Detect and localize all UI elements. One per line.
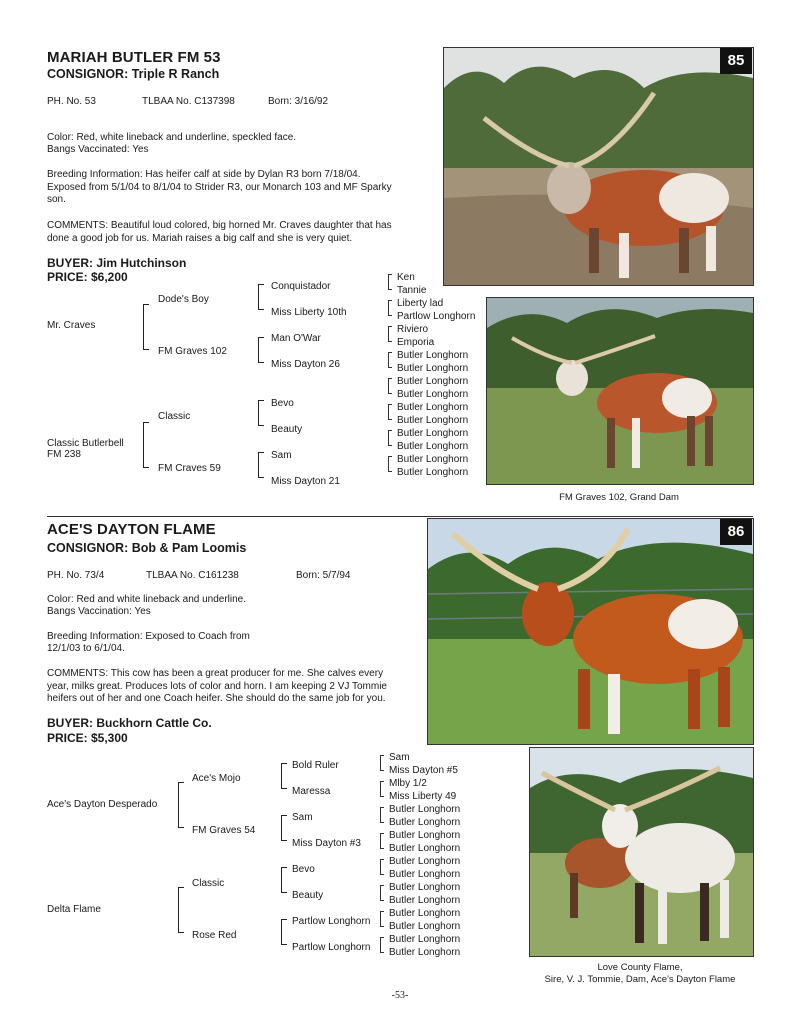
- pedigree-gen4: Butler Longhorn: [397, 454, 469, 465]
- lot-title: ACE'S DAYTON FLAME: [47, 521, 216, 538]
- pedigree-gen3: Miss Dayton 21: [271, 476, 340, 487]
- bangs-info: Bangs Vaccination: Yes: [47, 606, 151, 617]
- consignor: CONSIGNOR: Bob & Pam Loomis: [47, 541, 247, 555]
- grand-dam-photo: [486, 297, 754, 485]
- pedigree-gen4: Miss Liberty 49: [389, 791, 457, 802]
- page-number: -53-: [391, 990, 409, 1001]
- cow-photo: [427, 518, 754, 745]
- breeding-info: Breeding Information: Exposed to Coach from: [47, 631, 250, 642]
- buyer: BUYER: Buckhorn Cattle Co.: [47, 716, 212, 730]
- pedigree-gen4: Butler Longhorn: [389, 830, 461, 841]
- pedigree-gen4: Butler Longhorn: [389, 934, 461, 945]
- pedigree-gen4: Butler Longhorn: [389, 882, 461, 893]
- pedigree-gen4: Ken: [397, 272, 415, 283]
- pedigree-gen3: Bevo: [271, 398, 294, 409]
- price: PRICE: $6,200: [47, 270, 128, 284]
- pedigree-gen4: Butler Longhorn: [389, 947, 461, 958]
- pedigree-gen2: Ace's Mojo: [192, 773, 241, 784]
- pedigree-gen2: FM Graves 102: [158, 346, 227, 357]
- pedigree-gen4: Butler Longhorn: [397, 467, 469, 478]
- ph-number: PH. No. 73/4: [47, 570, 105, 581]
- pedigree-gen4: Butler Longhorn: [397, 350, 469, 361]
- pedigree-gen2: Classic: [192, 878, 225, 889]
- pedigree-gen4: Butler Longhorn: [397, 428, 469, 439]
- photo-caption: FM Graves 102, Grand Dam: [559, 492, 679, 503]
- pedigree-gen4: Butler Longhorn: [389, 869, 461, 880]
- bangs-info: Bangs Vaccinated: Yes: [47, 144, 149, 155]
- comments: COMMENTS: Beautiful loud colored, big horned Mr. Craves daughter that has done a good job for us. Mariah raises a big calf and she is very quiet.: [47, 220, 392, 244]
- born-date: Born: 5/7/94: [296, 570, 351, 581]
- pedigree-gen4: Tannie: [397, 285, 427, 296]
- pedigree-gen3: Sam: [292, 812, 313, 823]
- pedigree-gen4: Butler Longhorn: [389, 817, 461, 828]
- born-date: Born: 3/16/92: [268, 96, 329, 107]
- pedigree-gen2: FM Graves 54: [192, 825, 256, 836]
- pedigree-gen4: Butler Longhorn: [397, 389, 469, 400]
- pedigree-gen4: Partlow Longhorn: [397, 311, 476, 322]
- pedigree-gen4: Miss Dayton #5: [389, 765, 458, 776]
- cow-photo: [443, 47, 754, 286]
- color-info: Color: Red, white lineback and underline, speckled face.: [47, 132, 297, 143]
- pedigree-gen4: Butler Longhorn: [389, 895, 461, 906]
- pedigree-gen4: Riviero: [397, 324, 429, 335]
- pedigree-gen4: Butler Longhorn: [397, 441, 469, 452]
- pedigree-dam: Delta Flame: [47, 904, 101, 915]
- pedigree-gen3: Miss Dayton #3: [292, 838, 361, 849]
- pedigree-gen3: Maressa: [292, 786, 331, 797]
- pedigree-gen4: Liberty lad: [397, 298, 444, 309]
- pedigree-gen4: Butler Longhorn: [397, 415, 469, 426]
- pedigree-gen4: Sam: [389, 752, 410, 763]
- pedigree-gen3: Partlow Longhorn: [292, 916, 371, 927]
- pedigree-gen4: Butler Longhorn: [389, 843, 461, 854]
- pedigree-gen4: Butler Longhorn: [397, 363, 469, 374]
- pedigree-dam: Classic Butlerbell FM 238: [47, 438, 124, 460]
- pedigree-gen3: Beauty: [271, 424, 303, 435]
- ph-number: PH. No. 53: [47, 96, 96, 107]
- pedigree-gen3: Man O'War: [271, 333, 321, 344]
- breeding-info: Breeding Information: Has heifer calf at side by Dylan R3 born 7/18/04. Exposed from 5/1/04 to 8/1/04 to Strider R3, our Monarch 103 and MF Sparky son.: [47, 169, 392, 205]
- pedigree-gen3: Conquistador: [271, 281, 331, 292]
- photo-caption: Love County Flame,: [597, 962, 683, 973]
- pedigree-gen2: Dode's Boy: [158, 294, 209, 305]
- love-county-flame-photo: [529, 747, 754, 957]
- pedigree-gen4: Butler Longhorn: [389, 804, 461, 815]
- pedigree-gen3: Bevo: [292, 864, 315, 875]
- breeding-info: 12/1/03 to 6/1/04.: [47, 643, 125, 654]
- pedigree-gen4: Butler Longhorn: [389, 908, 461, 919]
- comments: COMMENTS: This cow has been a great producer for me. She calves every year, milks great. Produces lots of color and horn. I am keeping 2 VJ Tommie heifers out of her and one Coach heifer. She should do the same job for you.: [47, 668, 387, 704]
- lot-number-badge: 85: [720, 48, 752, 74]
- pedigree-gen3: Bold Ruler: [292, 760, 339, 771]
- section-divider: [47, 516, 753, 517]
- lot-number-badge: 86: [720, 519, 752, 545]
- pedigree-gen2: Classic: [158, 411, 191, 422]
- buyer: BUYER: Jim Hutchinson: [47, 256, 187, 270]
- pedigree-gen3: Sam: [271, 450, 292, 461]
- pedigree-gen4: Butler Longhorn: [389, 856, 461, 867]
- pedigree-gen4: Mlby 1/2: [389, 778, 427, 789]
- pedigree-gen2: Rose Red: [192, 930, 237, 941]
- pedigree-sire: Ace's Dayton Desperado: [47, 799, 158, 810]
- pedigree-gen4: Butler Longhorn: [397, 402, 469, 413]
- pedigree-gen2: FM Craves 59: [158, 463, 221, 474]
- pedigree-gen3: Miss Liberty 10th: [271, 307, 347, 318]
- pedigree-gen4: Butler Longhorn: [389, 921, 461, 932]
- tlbaa-number: TLBAA No. C161238: [146, 570, 239, 581]
- color-info: Color: Red and white lineback and underline.: [47, 594, 247, 605]
- pedigree-gen3: Partlow Longhorn: [292, 942, 371, 953]
- consignor: CONSIGNOR: Triple R Ranch: [47, 67, 220, 81]
- photo-caption: Sire, V. J. Tommie, Dam, Ace's Dayton Flame: [544, 974, 736, 985]
- pedigree-sire: Mr. Craves: [47, 320, 96, 331]
- lot-title: MARIAH BUTLER FM 53: [47, 49, 221, 66]
- pedigree-gen3: Miss Dayton 26: [271, 359, 340, 370]
- pedigree-gen4: Butler Longhorn: [397, 376, 469, 387]
- price: PRICE: $5,300: [47, 731, 128, 745]
- pedigree-gen4: Emporia: [397, 337, 435, 348]
- tlbaa-number: TLBAA No. C137398: [142, 96, 235, 107]
- pedigree-gen3: Beauty: [292, 890, 324, 901]
